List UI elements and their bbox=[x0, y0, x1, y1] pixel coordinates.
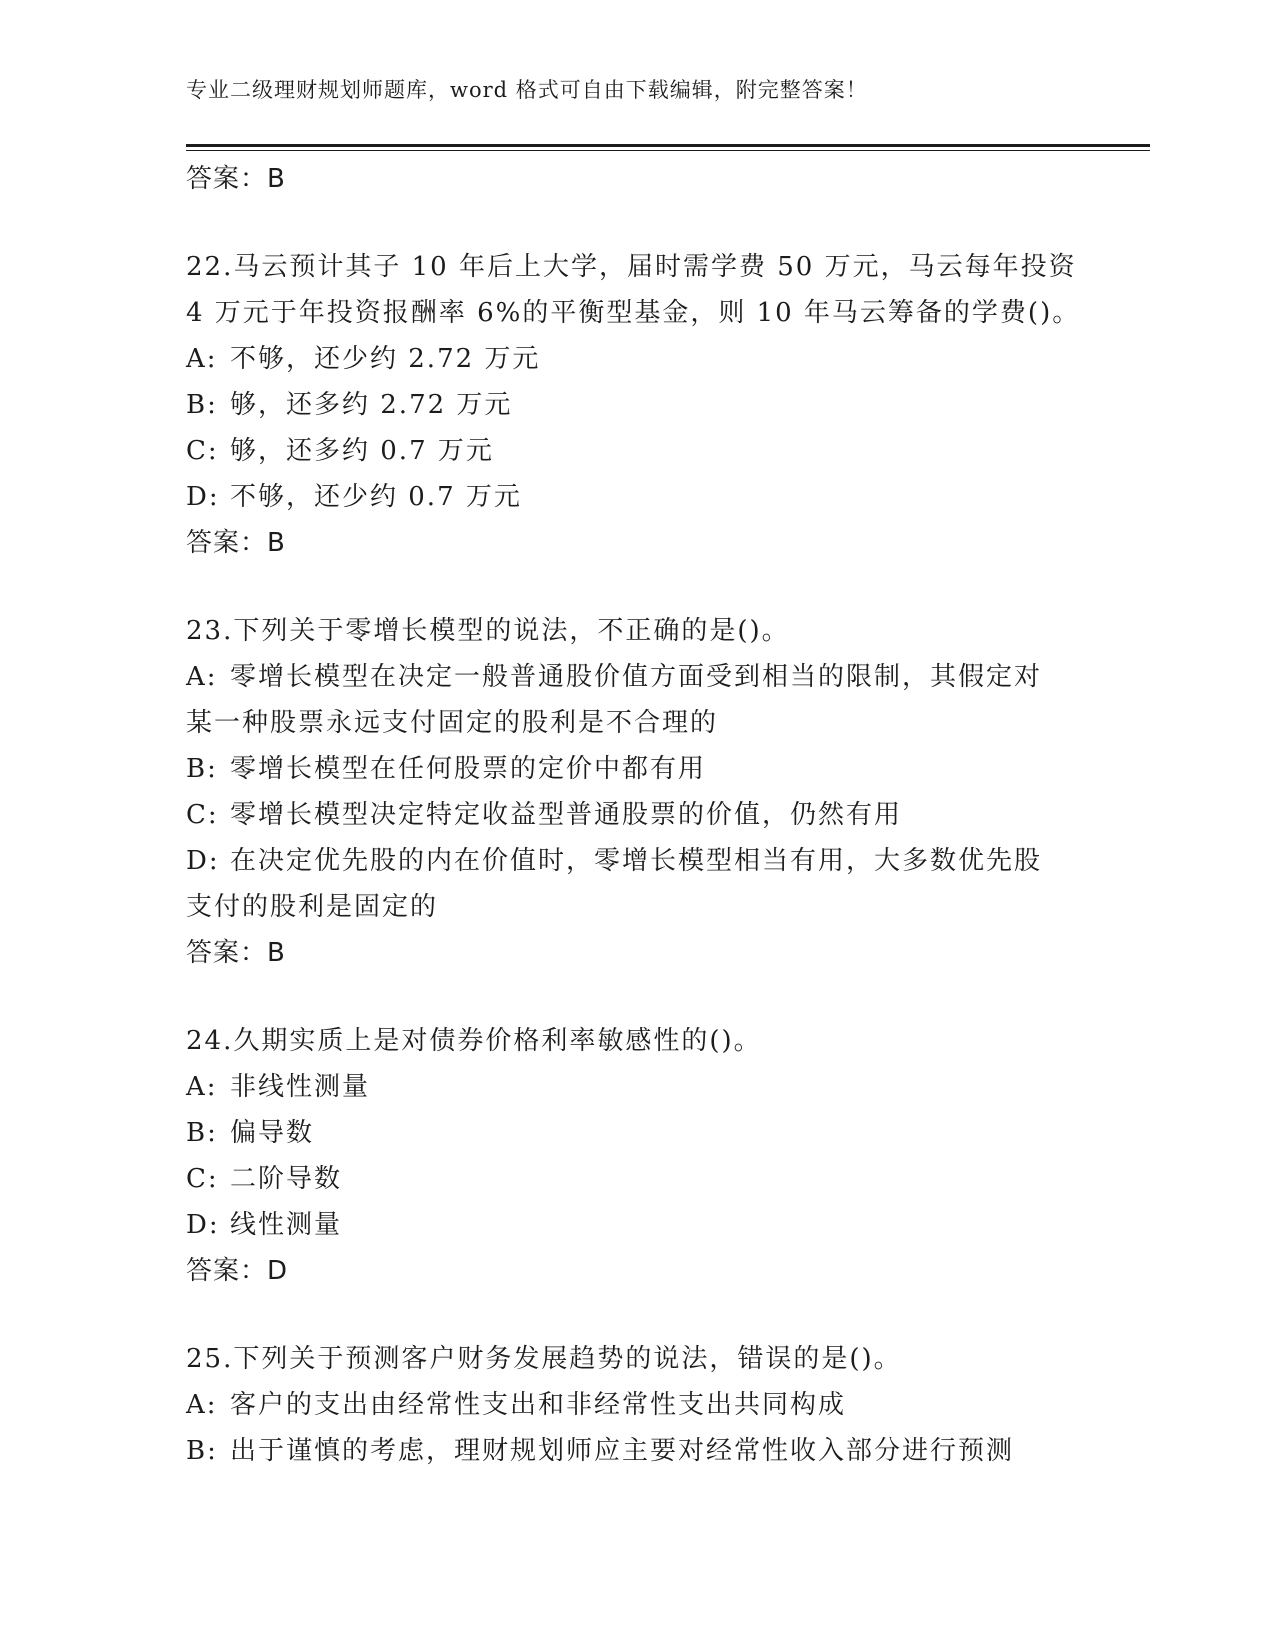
question-stem-line: 4 万元于年投资报酬率 6%的平衡型基金，则 10 年马云筹备的学费()。 bbox=[186, 298, 1081, 328]
option-text: 不够，还少约 0.7 万元 bbox=[230, 482, 522, 512]
header-rule-thin bbox=[186, 150, 1150, 151]
option-text: 零增长模型决定特定收益型普通股票的价值，仍然有用 bbox=[230, 800, 903, 830]
option-line bbox=[186, 1156, 1086, 1202]
option-label: C: bbox=[186, 800, 219, 830]
option-label: A: bbox=[186, 344, 218, 374]
option-text: 线性测量 bbox=[230, 1210, 343, 1240]
question-spacer bbox=[186, 202, 1086, 244]
question-stem-line: 24.久期实质上是对债券价格利率敏感性的()。 bbox=[186, 1026, 762, 1056]
option-text: 偏导数 bbox=[230, 1118, 315, 1148]
option-line bbox=[186, 336, 1086, 382]
option-label: A: bbox=[186, 1072, 218, 1102]
option-text: 某一种股票永远支付固定的股利是不合理的 bbox=[186, 708, 719, 738]
header-rule-thick bbox=[186, 144, 1150, 147]
question-stem-line: 25.下列关于预测客户财务发展趋势的说法，错误的是()。 bbox=[186, 1344, 902, 1374]
question-block bbox=[186, 1336, 1086, 1474]
option-line bbox=[186, 1064, 1086, 1110]
option-line bbox=[186, 700, 1086, 746]
option-line bbox=[186, 1110, 1086, 1156]
option-label: B: bbox=[186, 1118, 218, 1148]
answer-line: 答案：D bbox=[186, 1256, 289, 1286]
page-header-text: 专业二级理财规划师题库，word 格式可自由下载编辑，附完整答案！ bbox=[186, 78, 868, 102]
question-list bbox=[186, 202, 1086, 1474]
option-line bbox=[186, 1428, 1086, 1474]
option-text: 零增长模型在任何股票的定价中都有用 bbox=[230, 754, 707, 784]
option-line bbox=[186, 428, 1086, 474]
option-label: C: bbox=[186, 1164, 219, 1194]
option-line bbox=[186, 838, 1086, 884]
answer-line: 答案：B bbox=[186, 164, 286, 194]
option-label: B: bbox=[186, 390, 218, 420]
option-label: D: bbox=[186, 846, 220, 876]
question-spacer bbox=[186, 976, 1086, 1018]
option-line bbox=[186, 474, 1086, 520]
option-text: 非线性测量 bbox=[230, 1072, 371, 1102]
option-text: 在决定优先股的内在价值时，零增长模型相当有用，大多数优先股 bbox=[230, 846, 1043, 876]
option-line bbox=[186, 746, 1086, 792]
question-spacer bbox=[186, 1294, 1086, 1336]
option-line bbox=[186, 1382, 1086, 1428]
answer-line: 答案：B bbox=[186, 938, 286, 968]
option-label: A: bbox=[186, 1390, 218, 1420]
question-stem-line: 23.下列关于零增长模型的说法，不正确的是()。 bbox=[186, 616, 790, 646]
option-text: 够，还多约 2.72 万元 bbox=[230, 390, 513, 420]
option-text: 支付的股利是固定的 bbox=[186, 892, 439, 922]
option-text: 二阶导数 bbox=[230, 1164, 343, 1194]
option-line bbox=[186, 792, 1086, 838]
option-line bbox=[186, 382, 1086, 428]
option-label: A: bbox=[186, 662, 218, 692]
option-label: C: bbox=[186, 436, 219, 466]
document-body bbox=[186, 156, 1086, 1474]
question-block bbox=[186, 1018, 1086, 1294]
option-line bbox=[186, 884, 1086, 930]
option-line bbox=[186, 1202, 1086, 1248]
question-block bbox=[186, 608, 1086, 976]
option-text: 客户的支出由经常性支出和非经常性支出共同构成 bbox=[230, 1390, 847, 1420]
option-text: 零增长模型在决定一般普通股价值方面受到相当的限制，其假定对 bbox=[230, 662, 1043, 692]
answer-line: 答案：B bbox=[186, 528, 286, 558]
question-stem-line: 22.马云预计其子 10 年后上大学，届时需学费 50 万元，马云每年投资 bbox=[186, 252, 1077, 282]
option-line bbox=[186, 654, 1086, 700]
option-text: 出于谨慎的考虑，理财规划师应主要对经常性收入部分进行预测 bbox=[230, 1436, 1015, 1466]
option-label: D: bbox=[186, 482, 220, 512]
question-block bbox=[186, 244, 1086, 566]
option-text: 不够，还少约 2.72 万元 bbox=[230, 344, 541, 374]
question-spacer bbox=[186, 566, 1086, 608]
option-label: B: bbox=[186, 754, 218, 784]
option-label: D: bbox=[186, 1210, 220, 1240]
option-label: B: bbox=[186, 1436, 218, 1466]
option-text: 够，还多约 0.7 万元 bbox=[230, 436, 494, 466]
